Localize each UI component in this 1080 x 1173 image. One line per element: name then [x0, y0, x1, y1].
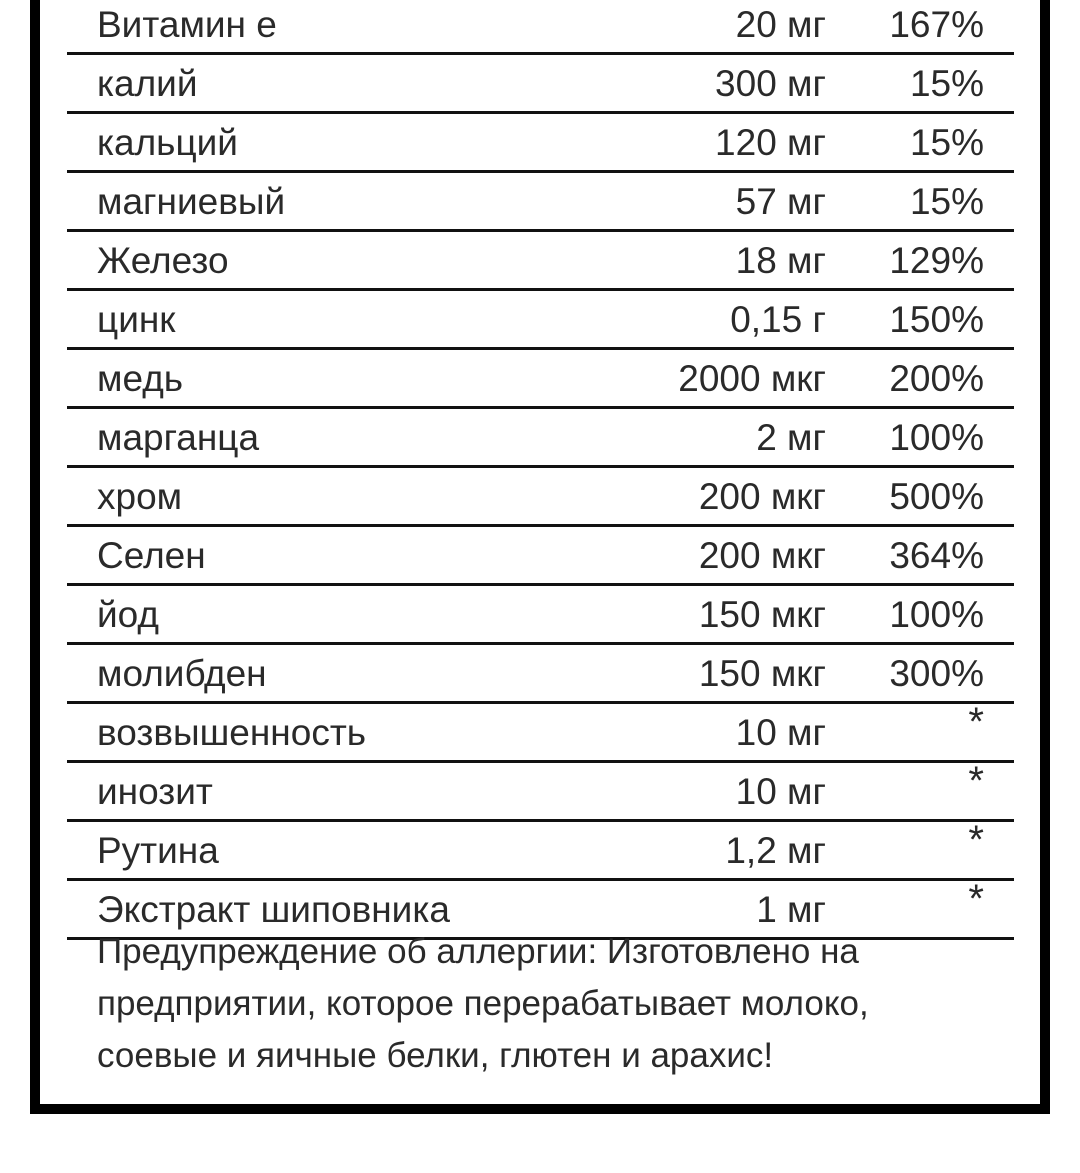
- nutrient-amount: 1,2 мг: [725, 830, 826, 871]
- nutrient-amount: 18 мг: [735, 240, 826, 281]
- nutrient-name: Витамин е: [97, 4, 277, 45]
- nutrient-name: кальций: [97, 122, 238, 163]
- nutrient-amount: 2 мг: [756, 417, 826, 458]
- nutrient-daily-value: 167%: [889, 4, 984, 45]
- nutrient-amount: 200 мкг: [698, 476, 826, 517]
- nutrient-amount: 1 мг: [756, 889, 826, 930]
- nutrient-name: медь: [97, 358, 184, 399]
- nutrient-amount: 20 мг: [735, 4, 826, 45]
- nutrient-row: [67, 645, 1014, 704]
- nutrient-amount: 57 мг: [735, 181, 826, 222]
- nutrient-row: [67, 114, 1014, 173]
- nutrient-daily-value: *: [968, 877, 984, 921]
- nutrient-name: йод: [97, 594, 160, 635]
- nutrient-name: цинк: [97, 299, 176, 340]
- nutrient-name: Экстракт шиповника: [97, 889, 450, 930]
- nutrient-name: Селен: [97, 535, 206, 576]
- nutrient-daily-value: 500%: [889, 476, 984, 517]
- nutrient-daily-value: 364%: [889, 535, 984, 576]
- allergy-warning: Предупреждение об аллергии: Изготовлено на предприятии, которое перерабатывает молоко, соевые и яичные белки, глютен и арахис!: [97, 932, 869, 1075]
- nutrient-row: [67, 527, 1014, 586]
- nutrient-daily-value: *: [968, 818, 984, 862]
- nutrient-amount: 150 мкг: [698, 594, 826, 635]
- nutrient-row: [67, 0, 1014, 55]
- nutrient-row: [67, 818, 1014, 881]
- nutrient-row: [67, 350, 1014, 409]
- nutrient-row: [67, 468, 1014, 527]
- nutrient-row: [67, 409, 1014, 468]
- nutrient-daily-value: 150%: [889, 299, 984, 340]
- nutrient-row: [67, 586, 1014, 645]
- nutrient-row: [67, 291, 1014, 350]
- nutrient-daily-value: 15%: [909, 122, 984, 163]
- nutrient-amount: 0,15 г: [730, 299, 826, 340]
- nutrient-row: [67, 173, 1014, 232]
- nutrient-row: [67, 55, 1014, 114]
- nutrient-amount: 10 мг: [735, 771, 826, 812]
- nutrient-table: [67, 0, 1014, 940]
- nutrient-row: [67, 232, 1014, 291]
- nutrient-amount: 150 мкг: [698, 653, 826, 694]
- nutrient-name: калий: [97, 63, 198, 104]
- nutrient-daily-value: *: [968, 700, 984, 744]
- nutrient-amount: 300 мг: [715, 63, 826, 104]
- nutrient-name: хром: [97, 476, 183, 517]
- nutrient-amount: 200 мкг: [698, 535, 826, 576]
- nutrient-name: Рутина: [97, 830, 219, 871]
- nutrient-name: магниевый: [97, 181, 286, 222]
- nutrient-row: [67, 759, 1014, 822]
- nutrient-amount: 120 мг: [715, 122, 826, 163]
- nutrient-amount: 2000 мкг: [678, 358, 826, 399]
- nutrient-daily-value: 300%: [889, 653, 984, 694]
- nutrient-daily-value: 100%: [889, 594, 984, 635]
- nutrient-name: марганца: [97, 417, 260, 458]
- nutrient-daily-value: *: [968, 759, 984, 803]
- nutrient-amount: 10 мг: [735, 712, 826, 753]
- nutrient-daily-value: 15%: [909, 63, 984, 104]
- nutrient-row: [67, 700, 1014, 763]
- nutrient-daily-value: 100%: [889, 417, 984, 458]
- nutrient-daily-value: 129%: [889, 240, 984, 281]
- nutrient-name: возвышенность: [97, 712, 367, 753]
- nutrient-name: инозит: [97, 771, 213, 812]
- nutrient-daily-value: 200%: [889, 358, 984, 399]
- nutrient-daily-value: 15%: [909, 181, 984, 222]
- nutrient-name: молибден: [97, 653, 267, 694]
- nutrient-name: Железо: [97, 240, 229, 281]
